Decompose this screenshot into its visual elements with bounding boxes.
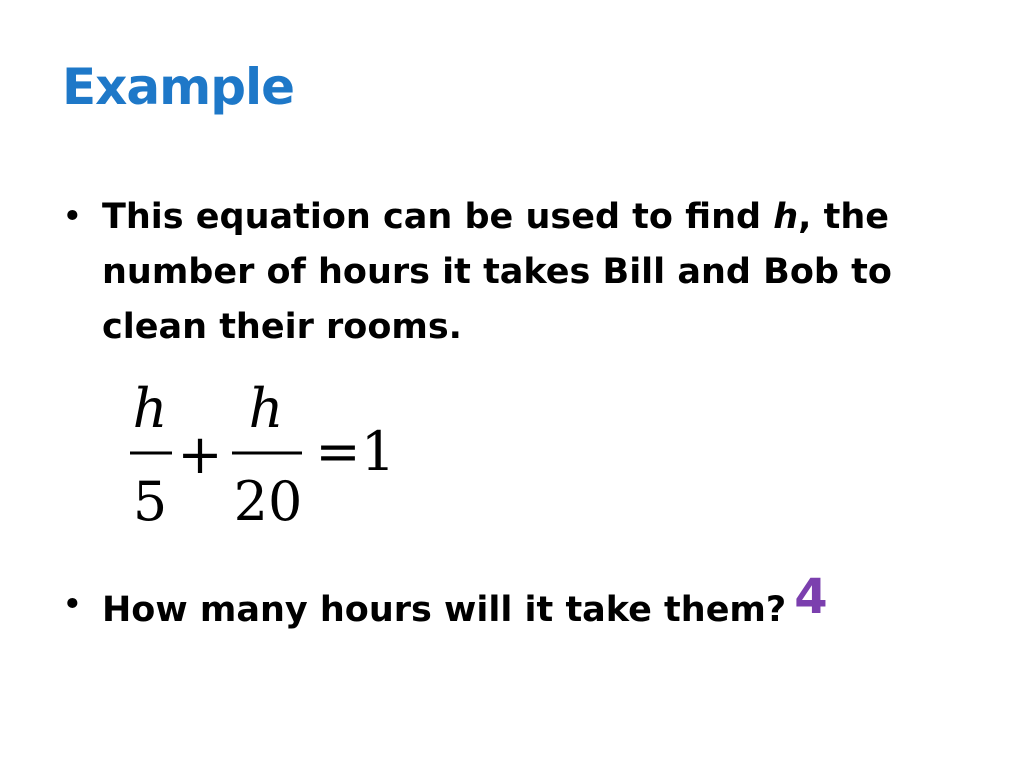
bullet-marker: • — [62, 197, 83, 237]
question-text: How many hours will it take them? — [102, 590, 787, 630]
answer-value: 4 — [794, 569, 828, 625]
equation — [120, 375, 420, 535]
bullet-marker: • — [62, 585, 83, 625]
fraction1-numerator: h — [132, 377, 168, 440]
bullet-text — [102, 569, 922, 638]
fraction2-numerator: h — [248, 377, 284, 440]
fraction2-denominator: 20 — [233, 470, 303, 533]
bullet-text-start: This equation can be used to find — [102, 197, 774, 237]
slide-title: Example — [62, 58, 295, 116]
plus-sign: + — [177, 423, 223, 486]
bullet-text — [102, 190, 922, 355]
bullet-text-end: , the number of hours it takes Bill and Bob to clean their rooms. — [102, 197, 892, 347]
bullet-item-question — [62, 569, 828, 633]
variable-h: h — [773, 197, 799, 237]
equals-sign: = — [315, 420, 361, 483]
equation-rhs: 1 — [360, 420, 396, 483]
bullet-item-equation-description — [62, 190, 892, 347]
fraction1-denominator: 5 — [132, 470, 168, 533]
